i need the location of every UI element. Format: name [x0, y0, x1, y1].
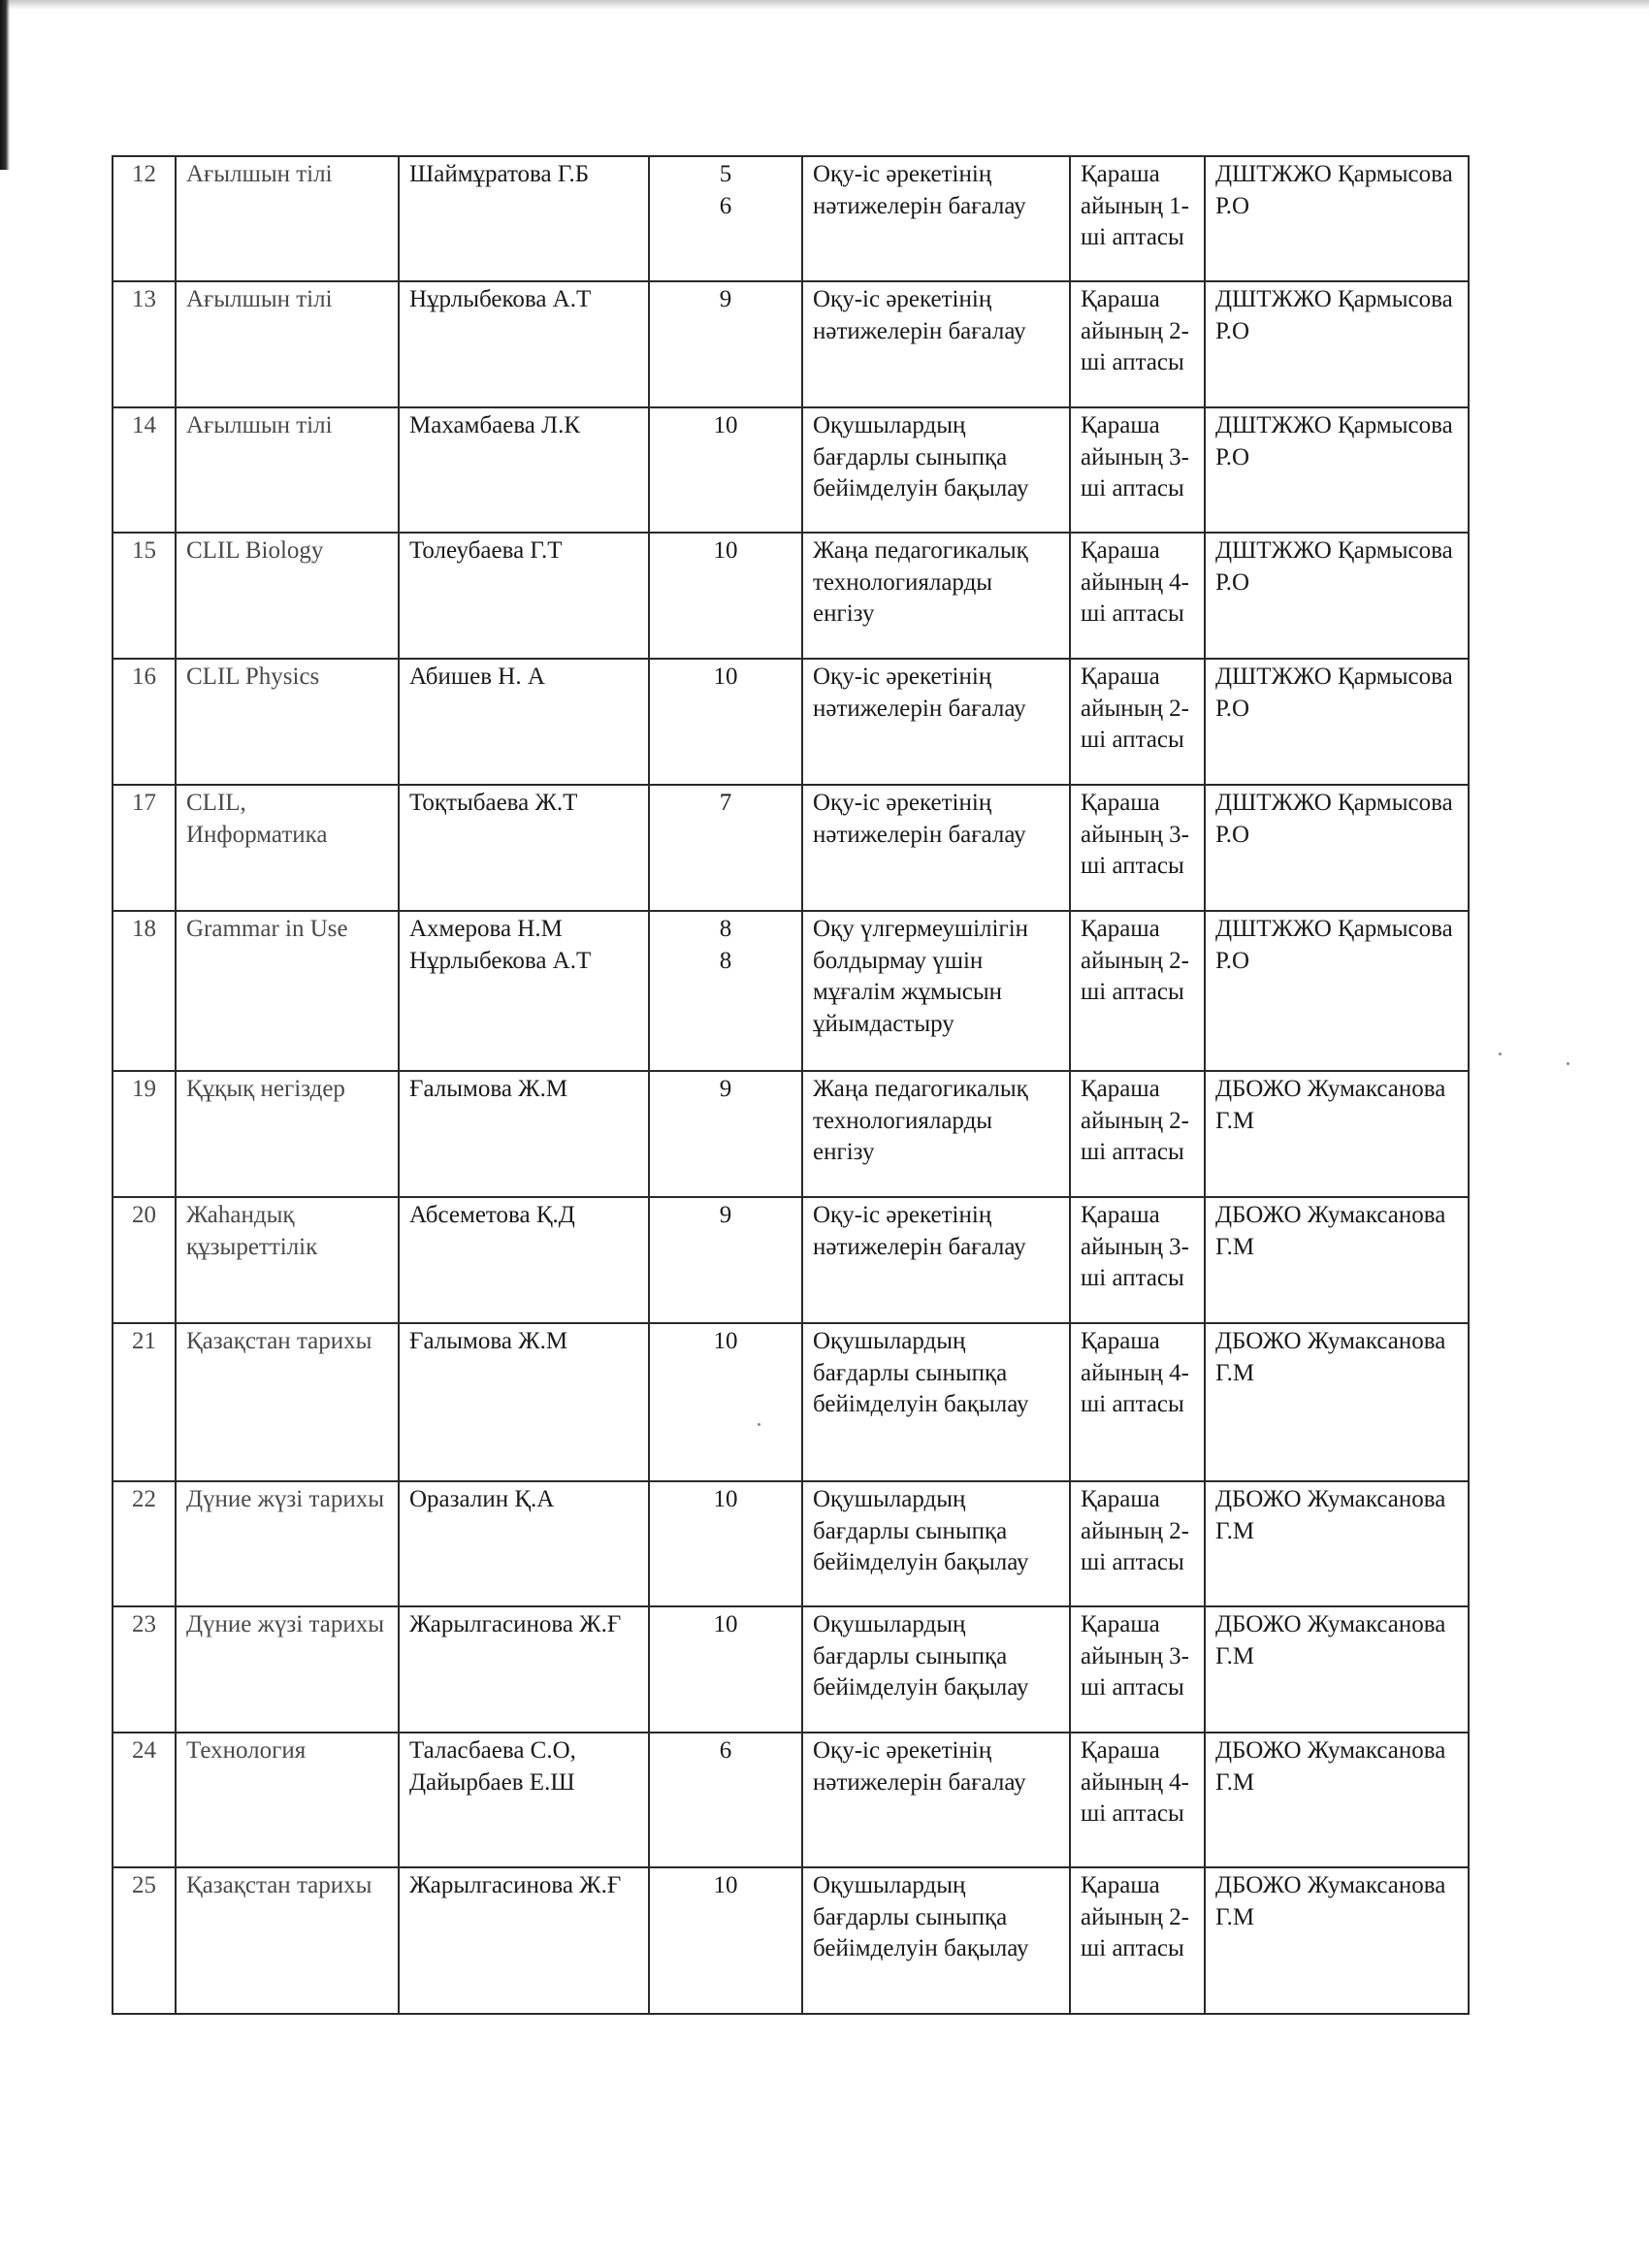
row-number: [113, 1071, 176, 1197]
date-cell: [1070, 1323, 1205, 1481]
responsible-cell-text: ДБОЖО Жумаксанова Г.М: [1215, 1486, 1446, 1544]
topic-cell-text: Оқу-іс әрекетінің нәтижелерін бағалау: [813, 1737, 1026, 1796]
subject-cell-text: Grammar in Use: [186, 916, 348, 942]
topic-cell: [802, 281, 1070, 407]
subject-cell: [176, 785, 399, 911]
grade-cell: [649, 407, 802, 533]
teacher-cell-line: Нұрлыбекова А.Т: [409, 947, 592, 974]
responsible-cell-text: ДШТЖЖО Қармысова Р.О: [1215, 537, 1453, 596]
responsible-cell-text: ДШТЖЖО Қармысова Р.О: [1215, 412, 1453, 470]
table-row: [113, 1323, 1469, 1481]
topic-cell: [802, 911, 1070, 1071]
date-cell-text: Қараша айының 1-ші аптасы: [1081, 161, 1189, 250]
grade-cell-line: 9: [719, 286, 732, 312]
date-cell-text: Қараша айының 2-ші аптасы: [1081, 286, 1189, 375]
scan-shadow-left: [0, 0, 10, 170]
responsible-cell-text: ДБОЖО Жумаксанова Г.М: [1215, 1872, 1446, 1930]
teacher-cell: [399, 659, 649, 785]
teacher-cell: [399, 1867, 649, 2014]
responsible-cell-text: ДШТЖЖО Қармысова Р.О: [1215, 161, 1453, 219]
row-number-text: 15: [132, 537, 156, 564]
subject-cell-text: Дүние жүзі тарихы: [186, 1486, 385, 1512]
row-number: [113, 1606, 176, 1733]
responsible-cell-text: ДШТЖЖО Қармысова Р.О: [1215, 286, 1453, 344]
date-cell: [1070, 659, 1205, 785]
date-cell-text: Қараша айының 3-ші аптасы: [1081, 1611, 1189, 1701]
grade-cell-line: 10: [713, 664, 738, 690]
teacher-cell: [399, 1733, 649, 1867]
topic-cell: [802, 1197, 1070, 1323]
row-number: [113, 785, 176, 911]
table-row: [113, 1481, 1469, 1606]
teacher-cell-line: Нұрлыбекова А.Т: [409, 286, 592, 312]
teacher-cell: [399, 1606, 649, 1733]
grade-cell-line: 10: [713, 1872, 738, 1898]
topic-cell-text: Оқушылардың бағдарлы сыныпқа бейімделуін бақылау: [813, 412, 1029, 502]
date-cell: [1070, 785, 1205, 911]
teacher-cell-line: Оразалин Қ.А: [409, 1486, 555, 1512]
teacher-cell: [399, 785, 649, 911]
subject-cell-text: Қазақстан тарихы: [186, 1872, 372, 1898]
subject-cell: [176, 1867, 399, 2014]
teacher-cell-line: Ахмерова Н.М: [409, 916, 563, 942]
row-number-text: 22: [132, 1486, 156, 1512]
teacher-cell-line: Ғалымова Ж.М: [409, 1328, 568, 1354]
grade-cell: [649, 659, 802, 785]
responsible-cell: [1205, 533, 1469, 659]
teacher-cell: [399, 156, 649, 281]
subject-cell-text: Технология: [186, 1737, 307, 1764]
table-row: [113, 1071, 1469, 1197]
topic-cell: [802, 659, 1070, 785]
schedule-rows: [113, 156, 1469, 2014]
grade-cell-line: 6: [719, 192, 732, 219]
date-cell-text: Қараша айының 4-ші аптасы: [1081, 537, 1189, 627]
teacher-cell-line: Толеубаева Г.Т: [409, 537, 563, 564]
row-number: [113, 407, 176, 533]
subject-cell-text: Қазақстан тарихы: [186, 1328, 372, 1354]
row-number: [113, 1733, 176, 1867]
subject-cell: [176, 407, 399, 533]
subject-cell-text: Ағылшын тілі: [186, 161, 333, 187]
topic-cell: [802, 1323, 1070, 1481]
grade-cell-line: 9: [719, 1076, 732, 1102]
row-number-text: 12: [132, 161, 156, 187]
teacher-cell: [399, 1323, 649, 1481]
topic-cell: [802, 1867, 1070, 2014]
schedule-table: [112, 155, 1470, 2015]
scan-speck: [1567, 1062, 1569, 1065]
responsible-cell: [1205, 659, 1469, 785]
row-number-text: 16: [132, 664, 156, 690]
responsible-cell: [1205, 407, 1469, 533]
date-cell-text: Қараша айының 2-ші аптасы: [1081, 916, 1189, 1005]
topic-cell: [802, 156, 1070, 281]
grade-cell: [649, 785, 802, 911]
grade-cell-line: 8: [719, 916, 732, 942]
subject-cell: [176, 1323, 399, 1481]
responsible-cell: [1205, 785, 1469, 911]
table-row: [113, 156, 1469, 281]
topic-cell-text: Оқу-іс әрекетінің нәтижелерін бағалау: [813, 161, 1026, 219]
topic-cell-text: Жаңа педагогикалық технологияларды енгізу: [813, 1076, 1028, 1165]
teacher-cell: [399, 281, 649, 407]
table-row: [113, 785, 1469, 911]
row-number-text: 19: [132, 1076, 156, 1102]
grade-cell-line: 10: [713, 1328, 738, 1354]
date-cell-text: Қараша айының 3-ші аптасы: [1081, 412, 1189, 502]
grade-cell: [649, 533, 802, 659]
row-number: [113, 1481, 176, 1606]
row-number-text: 18: [132, 916, 156, 942]
responsible-cell: [1205, 911, 1469, 1071]
row-number: [113, 533, 176, 659]
date-cell-text: Қараша айының 2-ші аптасы: [1081, 1076, 1189, 1165]
row-number-text: 13: [132, 286, 156, 312]
topic-cell-text: Оқушылардың бағдарлы сыныпқа бейімделуін бақылау: [813, 1328, 1029, 1417]
grade-cell: [649, 1197, 802, 1323]
topic-cell-text: Оқу-іс әрекетінің нәтижелерін бағалау: [813, 1202, 1026, 1260]
responsible-cell-text: ДБОЖО Жумаксанова Г.М: [1215, 1202, 1446, 1260]
grade-cell-line: 7: [719, 790, 732, 816]
responsible-cell-text: ДБОЖО Жумаксанова Г.М: [1215, 1076, 1446, 1134]
teacher-cell: [399, 1481, 649, 1606]
topic-cell-text: Оқу үлгермеушілігін болдырмау үшін мұғалім жұмысын ұйымдастыру: [813, 916, 1029, 1037]
teacher-cell: [399, 911, 649, 1071]
topic-cell: [802, 1481, 1070, 1606]
topic-cell-text: Жаңа педагогикалық технологияларды енгізу: [813, 537, 1028, 627]
grade-cell: [649, 1867, 802, 2014]
teacher-cell: [399, 533, 649, 659]
responsible-cell-text: ДШТЖЖО Қармысова Р.О: [1215, 664, 1453, 722]
row-number-text: 17: [132, 790, 156, 816]
date-cell: [1070, 281, 1205, 407]
row-number: [113, 659, 176, 785]
responsible-cell-text: ДБОЖО Жумаксанова Г.М: [1215, 1328, 1446, 1386]
teacher-cell-line: Шаймұратова Г.Б: [409, 161, 590, 187]
topic-cell-text: Оқу-іс әрекетінің нәтижелерін бағалау: [813, 286, 1026, 344]
subject-cell: [176, 1606, 399, 1733]
responsible-cell: [1205, 1071, 1469, 1197]
date-cell: [1070, 533, 1205, 659]
responsible-cell: [1205, 1867, 1469, 2014]
teacher-cell-line: Дайырбаев Е.Ш: [409, 1768, 575, 1796]
date-cell: [1070, 1867, 1205, 2014]
date-cell-text: Қараша айының 4-ші аптасы: [1081, 1737, 1189, 1827]
grade-cell-line: 10: [713, 537, 738, 564]
responsible-cell: [1205, 156, 1469, 281]
teacher-cell-line: Жарылгасинова Ж.Ғ: [409, 1872, 622, 1898]
date-cell-text: Қараша айының 2-ші аптасы: [1081, 1872, 1189, 1961]
date-cell: [1070, 1071, 1205, 1197]
topic-cell-text: Оқу-іс әрекетінің нәтижелерін бағалау: [813, 790, 1026, 848]
responsible-cell: [1205, 1197, 1469, 1323]
grade-cell: [649, 1606, 802, 1733]
row-number: [113, 1323, 176, 1481]
table-row: [113, 659, 1469, 785]
date-cell-text: Қараша айының 2-ші аптасы: [1081, 664, 1189, 753]
teacher-cell-line: Жарылгасинова Ж.Ғ: [409, 1611, 622, 1637]
row-number-text: 21: [132, 1328, 156, 1354]
scan-speck: [1499, 1053, 1502, 1055]
teacher-cell-line: Махамбаева Л.К: [409, 412, 581, 438]
topic-cell-text: Оқушылардың бағдарлы сыныпқа бейімделуін бақылау: [813, 1611, 1029, 1701]
grade-cell-line: 10: [713, 1611, 738, 1637]
subject-cell-text: Ағылшын тілі: [186, 412, 333, 438]
subject-cell-text: CLIL, Информатика: [186, 790, 328, 848]
grade-cell-line: 9: [719, 1202, 732, 1228]
subject-cell-text: CLIL Physics: [186, 664, 320, 690]
subject-cell-text: Жаһандық құзыреттілік: [186, 1202, 318, 1260]
date-cell-text: Қараша айының 3-ші аптасы: [1081, 790, 1189, 879]
topic-cell: [802, 1606, 1070, 1733]
table-row: [113, 281, 1469, 407]
topic-cell-text: Оқушылардың бағдарлы сыныпқа бейімделуін бақылау: [813, 1486, 1029, 1575]
date-cell-text: Қараша айының 3-ші аптасы: [1081, 1202, 1189, 1291]
row-number-text: 20: [132, 1202, 156, 1228]
subject-cell: [176, 156, 399, 281]
topic-cell-text: Оқу-іс әрекетінің нәтижелерін бағалау: [813, 664, 1026, 722]
subject-cell: [176, 533, 399, 659]
table-row: [113, 533, 1469, 659]
table-row: [113, 1606, 1469, 1733]
responsible-cell-text: ДШТЖЖО Қармысова Р.О: [1215, 916, 1453, 974]
row-number: [113, 1197, 176, 1323]
topic-cell: [802, 1733, 1070, 1867]
topic-cell: [802, 533, 1070, 659]
topic-cell: [802, 785, 1070, 911]
grade-cell: [649, 1733, 802, 1867]
responsible-cell-text: ДШТЖЖО Қармысова Р.О: [1215, 790, 1453, 848]
row-number: [113, 281, 176, 407]
subject-cell: [176, 659, 399, 785]
responsible-cell: [1205, 281, 1469, 407]
row-number: [113, 911, 176, 1071]
table-row: [113, 911, 1469, 1071]
row-number-text: 23: [132, 1611, 156, 1637]
responsible-cell-text: ДБОЖО Жумаксанова Г.М: [1215, 1611, 1446, 1669]
grade-cell-line: 5: [719, 161, 732, 187]
grade-cell-line: 10: [713, 412, 738, 438]
teacher-cell: [399, 407, 649, 533]
teacher-cell-line: Ғалымова Ж.М: [409, 1076, 568, 1102]
subject-cell-text: Дүние жүзі тарихы: [186, 1611, 385, 1637]
date-cell-text: Қараша айының 4-ші аптасы: [1081, 1328, 1189, 1417]
responsible-cell: [1205, 1481, 1469, 1606]
row-number: [113, 1867, 176, 2014]
row-number: [113, 156, 176, 281]
subject-cell: [176, 1481, 399, 1606]
row-number-text: 25: [132, 1872, 156, 1898]
grade-cell: [649, 1323, 802, 1481]
grade-cell: [649, 911, 802, 1071]
scan-speck: [758, 1423, 760, 1426]
row-number-text: 14: [132, 412, 156, 438]
date-cell: [1070, 1481, 1205, 1606]
subject-cell: [176, 1197, 399, 1323]
subject-cell-text: Құқық негіздер: [186, 1076, 345, 1102]
teacher-cell: [399, 1071, 649, 1197]
subject-cell: [176, 911, 399, 1071]
table-row: [113, 1867, 1469, 2014]
grade-cell: [649, 1481, 802, 1606]
grade-cell: [649, 281, 802, 407]
date-cell: [1070, 1606, 1205, 1733]
topic-cell-text: Оқушылардың бағдарлы сыныпқа бейімделуін бақылау: [813, 1872, 1029, 1961]
topic-cell: [802, 1071, 1070, 1197]
subject-cell-text: CLIL Biology: [186, 537, 324, 564]
date-cell: [1070, 911, 1205, 1071]
grade-cell-line: 10: [713, 1486, 738, 1512]
teacher-cell-line: Абсеметова Қ.Д: [409, 1202, 575, 1228]
responsible-cell: [1205, 1323, 1469, 1481]
subject-cell: [176, 281, 399, 407]
teacher-cell-line: Абишев Н. А: [409, 664, 545, 690]
table-row: [113, 1733, 1469, 1867]
teacher-cell: [399, 1197, 649, 1323]
teacher-cell-line: Тоқтыбаева Ж.Т: [409, 790, 578, 816]
table-row: [113, 1197, 1469, 1323]
subject-cell: [176, 1733, 399, 1867]
row-number-text: 24: [132, 1737, 156, 1764]
date-cell: [1070, 1733, 1205, 1867]
topic-cell: [802, 407, 1070, 533]
responsible-cell-text: ДБОЖО Жумаксанова Г.М: [1215, 1737, 1446, 1796]
responsible-cell: [1205, 1606, 1469, 1733]
grade-cell-line: 8: [719, 947, 732, 974]
table-row: [113, 407, 1469, 533]
responsible-cell: [1205, 1733, 1469, 1867]
scan-shadow-top: [0, 0, 1649, 10]
subject-cell-text: Ағылшын тілі: [186, 286, 333, 312]
grade-cell: [649, 156, 802, 281]
date-cell: [1070, 1197, 1205, 1323]
date-cell: [1070, 156, 1205, 281]
grade-cell-line: 6: [719, 1737, 732, 1764]
date-cell-text: Қараша айының 2-ші аптасы: [1081, 1486, 1189, 1575]
subject-cell: [176, 1071, 399, 1197]
grade-cell: [649, 1071, 802, 1197]
date-cell: [1070, 407, 1205, 533]
teacher-cell-line: Таласбаева С.О,: [409, 1737, 576, 1764]
